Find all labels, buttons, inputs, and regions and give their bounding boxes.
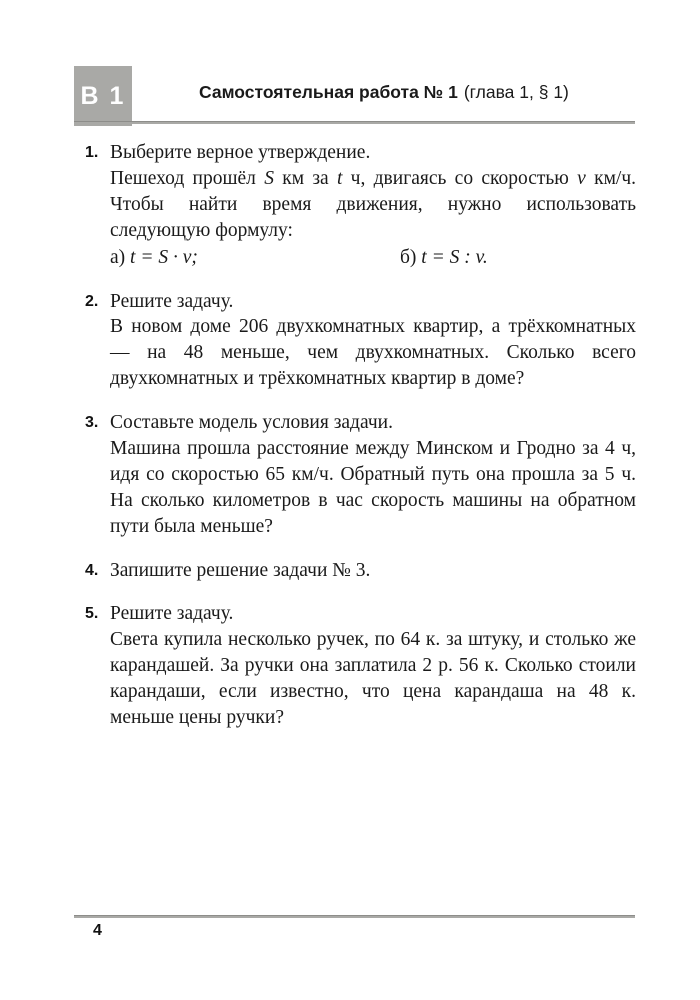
task-lead: Выберите верное утверждение. bbox=[110, 142, 371, 163]
option-a-formula: t = S · v; bbox=[130, 246, 198, 268]
task-item bbox=[74, 140, 636, 271]
task-list bbox=[74, 140, 636, 749]
page-number: 4 bbox=[93, 922, 102, 939]
task-number: 3. bbox=[85, 414, 99, 431]
task-lead: Решите задачу. bbox=[110, 603, 234, 624]
option-a-label: а) bbox=[110, 246, 126, 268]
task-lead: Решите задачу. bbox=[110, 290, 234, 312]
page-title-main: Самостоятельная работа № 1 bbox=[199, 81, 458, 102]
task-item bbox=[74, 410, 636, 540]
page-title-chapter: (глава 1, § 1) bbox=[463, 81, 569, 102]
task-options bbox=[110, 245, 636, 271]
task-body: В новом доме 206 двухкомнатных квартир, а трёхкомнатных — на 48 меньше, чем двухкомнатных. Сколько всего двухкомнатных и трёхкомнатных квартир в доме? bbox=[110, 316, 636, 389]
page-title bbox=[199, 66, 569, 118]
task-number: 5. bbox=[85, 605, 99, 622]
variant-badge: В 1 bbox=[74, 66, 132, 126]
task-body: Света купила несколько ручек, по 64 к. за штуку, и столько же карандашей. За ручки она заплатила 2 р. 56 к. Сколько стоили карандаши, если известно, что цена карандаша на 48 к. меньше цены ручки? bbox=[110, 628, 636, 728]
page-header bbox=[74, 66, 636, 126]
task-number: 1. bbox=[85, 144, 99, 161]
task-lead: Запишите решение задачи № 3. bbox=[110, 559, 371, 581]
task-body: Пешеход прошёл S км за t ч, двигаясь со скоростью v км/ч. Чтобы найти время движения, нужно использовать следующую формулу: bbox=[110, 167, 637, 241]
option-b-label: б) bbox=[400, 246, 417, 268]
header-divider bbox=[74, 121, 635, 124]
task-lead: Составьте модель условия задачи. bbox=[110, 412, 393, 433]
option-a[interactable] bbox=[110, 245, 198, 271]
task-item bbox=[74, 558, 636, 584]
option-b[interactable] bbox=[400, 245, 488, 271]
task-number: 2. bbox=[85, 292, 99, 310]
task-body: Машина прошла расстояние между Минском и Гродно за 4 ч, идя со скоростью 65 км/ч. Обратный путь она прошла за 5 ч. На сколько километров в час скорость машины на обратном пути была меньше? bbox=[110, 437, 636, 537]
footer-divider bbox=[74, 915, 635, 918]
task-item bbox=[74, 289, 636, 393]
task-item bbox=[74, 601, 636, 731]
task-number: 4. bbox=[85, 561, 99, 579]
option-b-formula: t = S : v. bbox=[421, 246, 488, 268]
